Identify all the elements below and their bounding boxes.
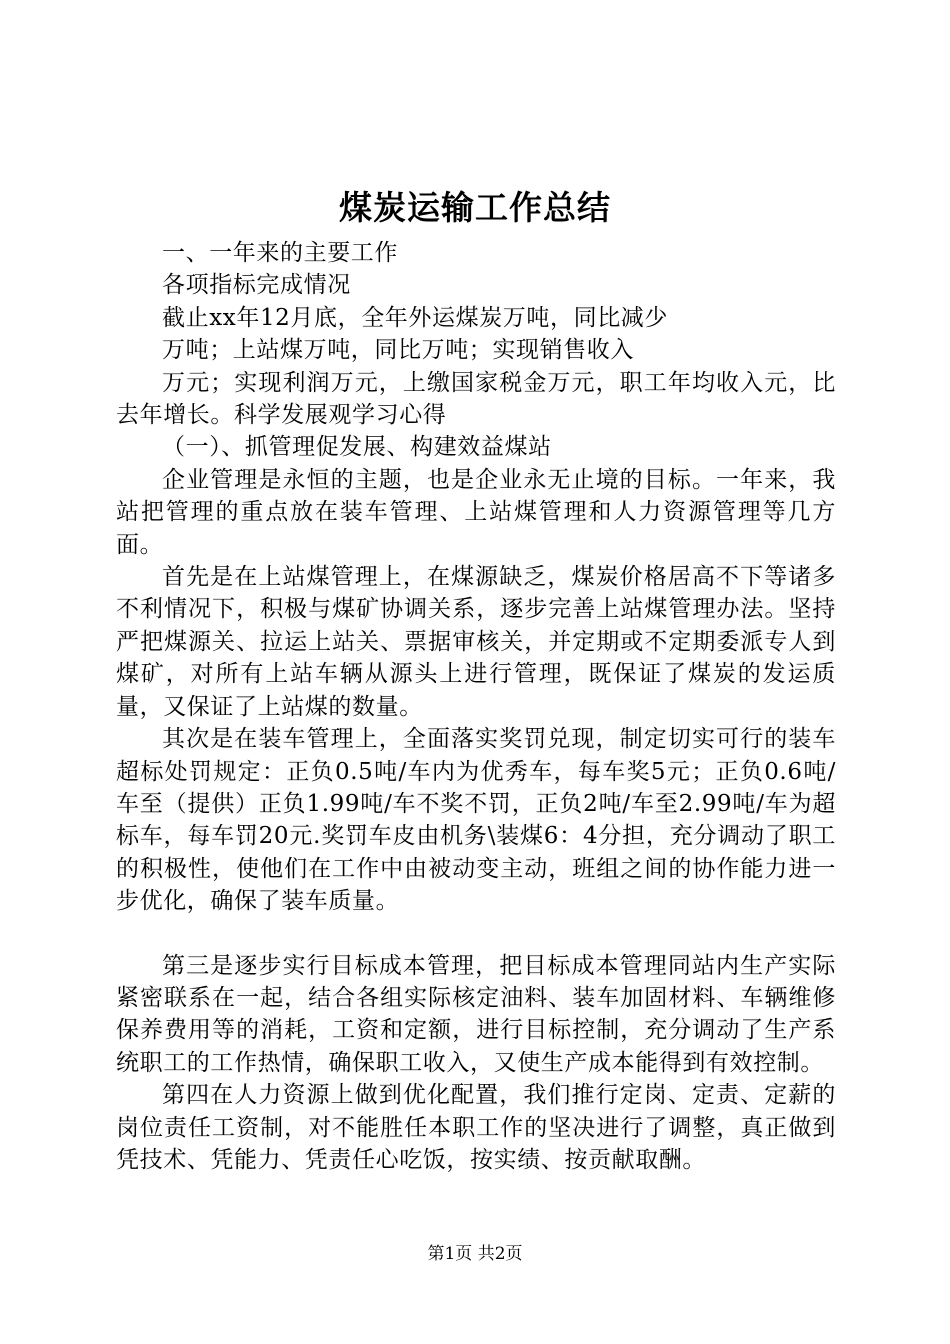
paragraph: 万元；实现利润万元，上缴国家税金万元，职工年均收入元，比去年增长。科学发展观学习心得 — [116, 369, 836, 429]
paragraph: 第三是逐步实行目标成本管理，把目标成本管理同站内生产实际紧密联系在一起，结合各组实际核定油料、装车加固材料、车辆维修保养费用等的消耗，工资和定额，进行目标控制，充分调动了生产系统职工的工作热情，确保职工收入，又使生产成本能得到有效控制。 — [116, 952, 836, 1076]
paragraph: 第四在人力资源上做到优化配置，我们推行定岗、定责、定薪的岗位责任工资制，对不能胜任本职工作的坚决进行了调整，真正做到凭技术、凭能力、凭责任心吃饭，按实绩、按贡献取酬。 — [116, 1082, 836, 1173]
section-heading: 一、一年来的主要工作 — [162, 240, 398, 266]
page-footer: 第1页 共2页 — [427, 1244, 523, 1264]
document-body — [116, 237, 836, 1176]
paragraph: 首先是在上站煤管理上，在煤源缺乏，煤炭价格居高不下等诸多不利情况下，积极与煤矿协调关系，逐步完善上站煤管理办法。坚持严把煤源关、拉运上站关、票据审核关，并定期或不定期委派专人到煤矿，对所有上站车辆从源头上进行管理，既保证了煤炭的发运质量，又保证了上站煤的数量。 — [116, 564, 836, 720]
subsection-heading: 各项指标完成情况 — [162, 272, 351, 299]
subsection-heading: （一）、抓管理促发展、构建效益煤站 — [162, 434, 552, 461]
paragraph: 截止xx年12月底，全年外运煤炭万吨，同比减少 — [162, 304, 669, 331]
paragraph: 企业管理是永恒的主题，也是企业永无止境的目标。一年来，我站把管理的重点放在装车管理、上站煤管理和人力资源管理等几方面。 — [116, 466, 836, 558]
paragraph: 其次是在装车管理上，全面落实奖罚兑现，制定切实可行的装车超标处罚规定：正负0.5吨/车内为优秀车，每车奖5元；正负0.6吨/车至（提供）正负1.99吨/车不奖不罚，正负2吨/车至2.99吨/车为超标车，每车罚20元.奖罚车皮由机务\装煤6：4分担，充分调动了职工的积极性，使他们在工作中由被动变主动，班组之间的协作能力进一步优化，确保了装车质量。 — [116, 726, 836, 915]
paragraph: 万吨；上站煤万吨，同比万吨；实现销售收入 — [162, 337, 634, 364]
document-title: 煤炭运输工作总结 — [339, 188, 611, 227]
